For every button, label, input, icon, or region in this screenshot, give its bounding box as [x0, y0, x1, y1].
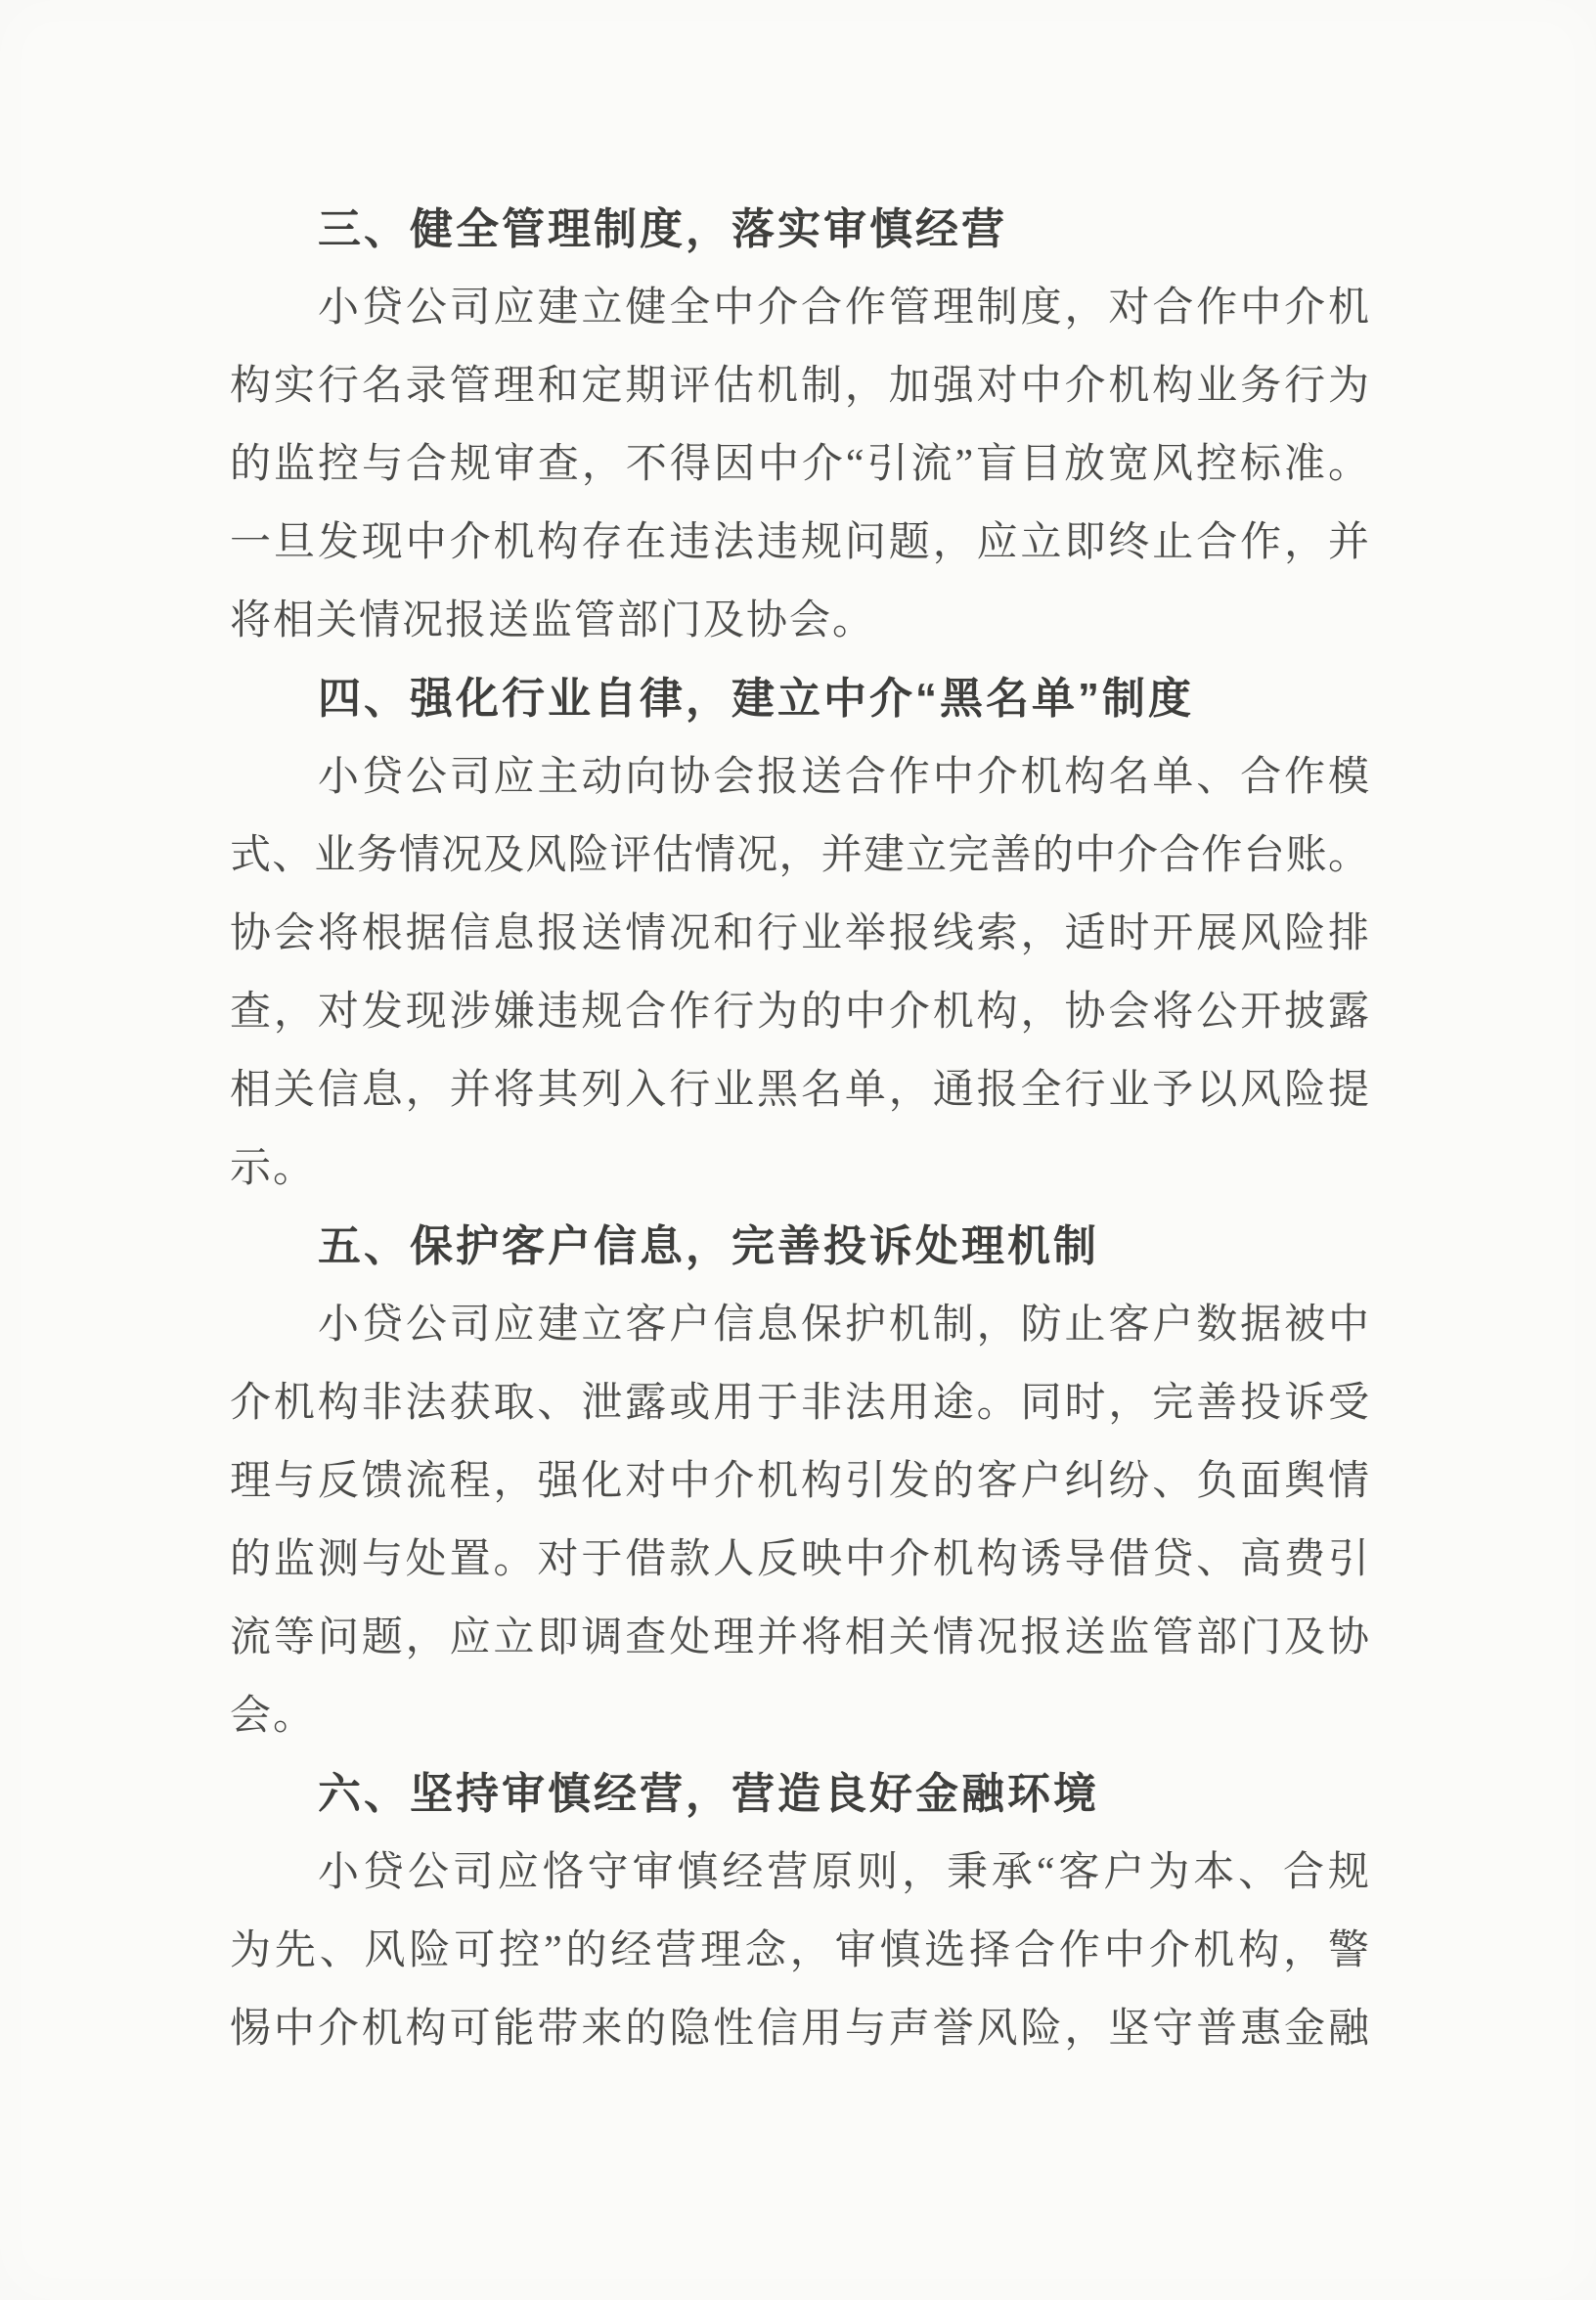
- body-line: 惕中介机构可能带来的隐性信用与声誉风险，坚守普惠金融: [230, 2007, 1369, 2052]
- body-line: 相关信息，并将其列入行业黑名单，通报全行业予以风险提: [230, 1068, 1369, 1113]
- body-line: 示。: [230, 1146, 317, 1191]
- body-line: 查，对发现涉嫌违规合作行为的中介机构，协会将公开披露: [230, 990, 1369, 1035]
- body-line: 流等问题，应立即调查处理并将相关情况报送监管部门及协: [230, 1615, 1369, 1660]
- body-line: 的监测与处置。对于借款人反映中介机构诱导借贷、高费引: [230, 1537, 1369, 1582]
- body-line: 小贷公司应恪守审慎经营原则，秉承“客户为本、合规: [318, 1850, 1369, 1895]
- section-heading: 四、强化行业自律，建立中介“黑名单”制度: [318, 675, 1194, 723]
- body-line: 小贷公司应主动向协会报送合作中介机构名单、合作模: [318, 755, 1369, 800]
- section-heading: 三、健全管理制度，落实审慎经营: [318, 205, 1007, 253]
- body-line: 一旦发现中介机构存在违法违规问题，应立即终止合作，并: [230, 520, 1369, 565]
- body-line: 会。: [230, 1694, 317, 1739]
- document-body: [230, 191, 1369, 2068]
- section-heading: 五、保护客户信息，完善投诉处理机制: [318, 1222, 1099, 1270]
- body-line: 构实行名录管理和定期评估机制，加强对中介机构业务行为: [230, 364, 1369, 409]
- body-line: 理与反馈流程，强化对中介机构引发的客户纠纷、负面舆情: [230, 1459, 1369, 1504]
- section-heading: 六、坚持审慎经营，营造良好金融环境: [318, 1770, 1099, 1818]
- body-line: 为先、风险可控”的经营理念，审慎选择合作中介机构，警: [230, 1928, 1369, 1973]
- body-line: 小贷公司应建立健全中介合作管理制度，对合作中介机: [318, 286, 1369, 331]
- body-line: 将相关情况报送监管部门及协会。: [230, 598, 876, 643]
- body-line: 的监控与合规审查，不得因中介“引流”盲目放宽风控标准。: [230, 442, 1369, 487]
- body-line: 式、业务情况及风险评估情况，并建立完善的中介合作台账。: [230, 833, 1369, 878]
- body-line: 小贷公司应建立客户信息保护机制，防止客户数据被中: [318, 1303, 1369, 1348]
- body-line: 介机构非法获取、泄露或用于非法用途。同时，完善投诉受: [230, 1381, 1369, 1426]
- body-line: 协会将根据信息报送情况和行业举报线索，适时开展风险排: [230, 911, 1369, 956]
